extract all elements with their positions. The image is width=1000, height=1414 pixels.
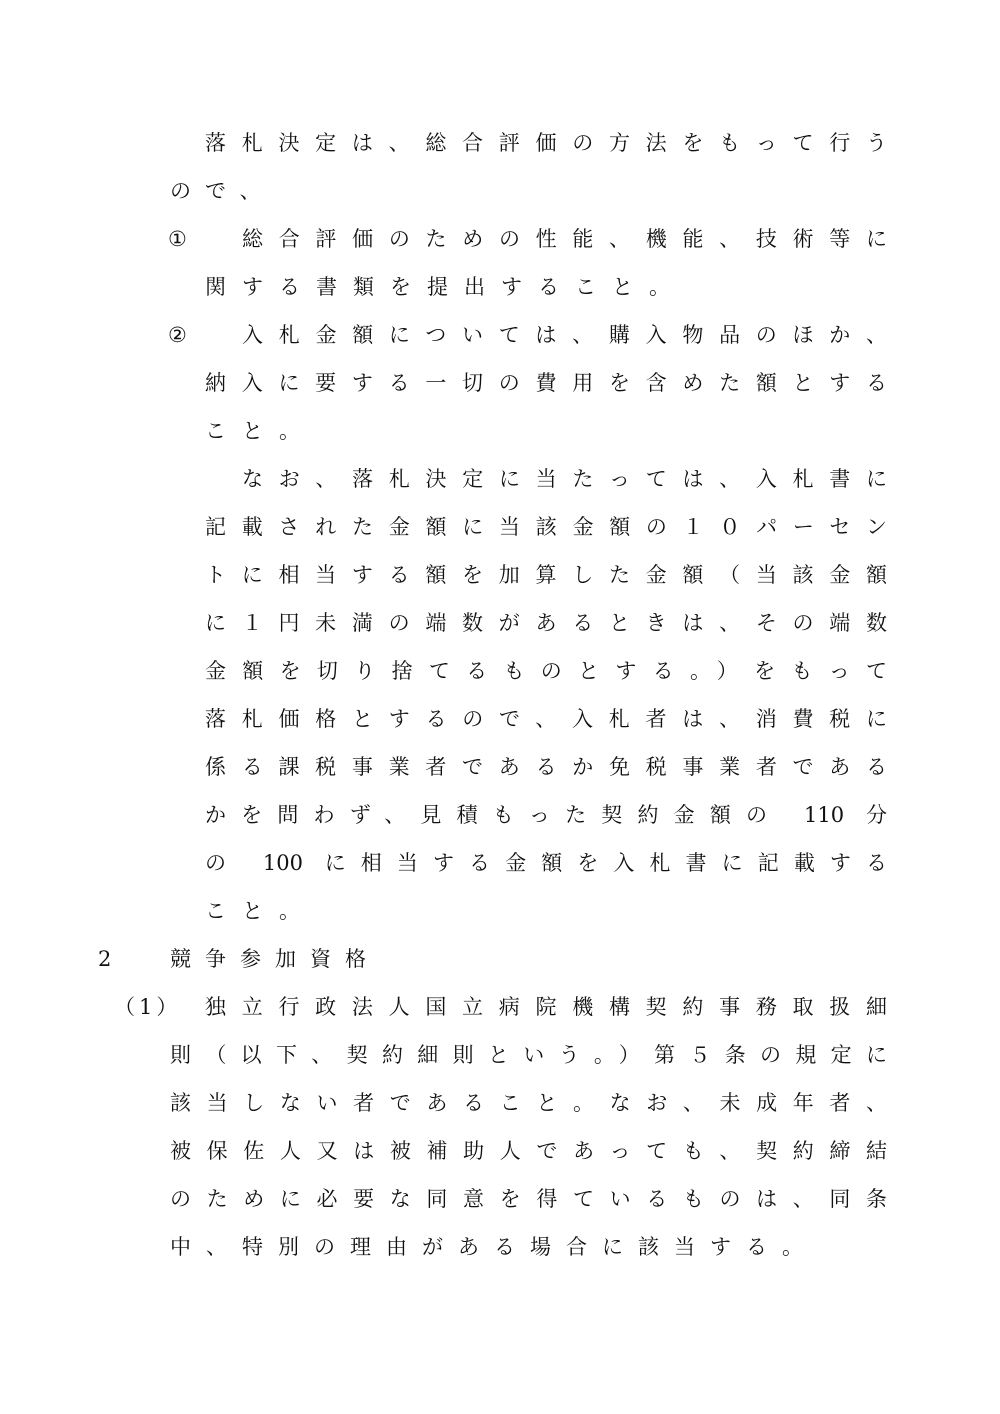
note-line-9: の 100 に相当する金額を入札書に記載する: [205, 851, 887, 875]
item-2-line-3: こと。: [205, 419, 316, 443]
note-line-8: かを問わず、見積もった契約金額の 110 分: [205, 803, 887, 827]
note-line-6: 落札価格とするので、入札者は、消費税に: [205, 707, 887, 731]
item-2-marker: ②: [168, 323, 187, 347]
note-line-1: なお、落札決定に当たっては、入札書に: [242, 467, 887, 491]
subsection-1-line-5: のために必要な同意を得ているものは、同条: [170, 1187, 887, 1211]
note-line-7: 係る課税事業者であるか免税事業者である: [205, 755, 887, 779]
item-1-line-2: 関する書類を提出すること。: [205, 275, 686, 299]
note-line-3: トに相当する額を加算した金額（当該金額: [205, 563, 887, 587]
note-line-2: 記載された金額に当該金額の１０パーセン: [205, 515, 887, 539]
intro-line-2: ので、: [170, 179, 275, 203]
subsection-1-line-6: 中、特別の理由がある場合に該当する。: [170, 1235, 818, 1259]
section-2-title: 競争参加資格: [170, 947, 380, 971]
subsection-1-line-3: 該当しない者であること。なお、未成年者、: [170, 1091, 887, 1115]
note-line-4: に１円未満の端数があるときは、その端数: [205, 611, 887, 635]
item-2-line-1: 入札金額については、購入物品のほか、: [242, 323, 887, 347]
item-1-line-1: 総合評価のための性能、機能、技術等に: [242, 227, 887, 251]
item-1-marker: ①: [168, 227, 187, 251]
intro-line-1: 落札決定は、総合評価の方法をもって行う: [205, 131, 887, 155]
subsection-1-line-4: 被保佐人又は被補助人であっても、契約締結: [170, 1139, 887, 1163]
subsection-1-line-1: 独立行政法人国立病院機構契約事務取扱細: [205, 995, 887, 1019]
subsection-1-marker: （1）: [114, 995, 182, 1019]
section-2-number: 2: [98, 947, 112, 971]
item-2-line-2: 納入に要する一切の費用を含めた額とする: [205, 371, 887, 395]
subsection-1-line-2: 則（以下、契約細則という。）第５条の規定に: [170, 1043, 887, 1067]
note-line-10: こと。: [205, 899, 316, 923]
note-line-5: 金額を切り捨てるものとする。）をもって: [205, 659, 887, 683]
